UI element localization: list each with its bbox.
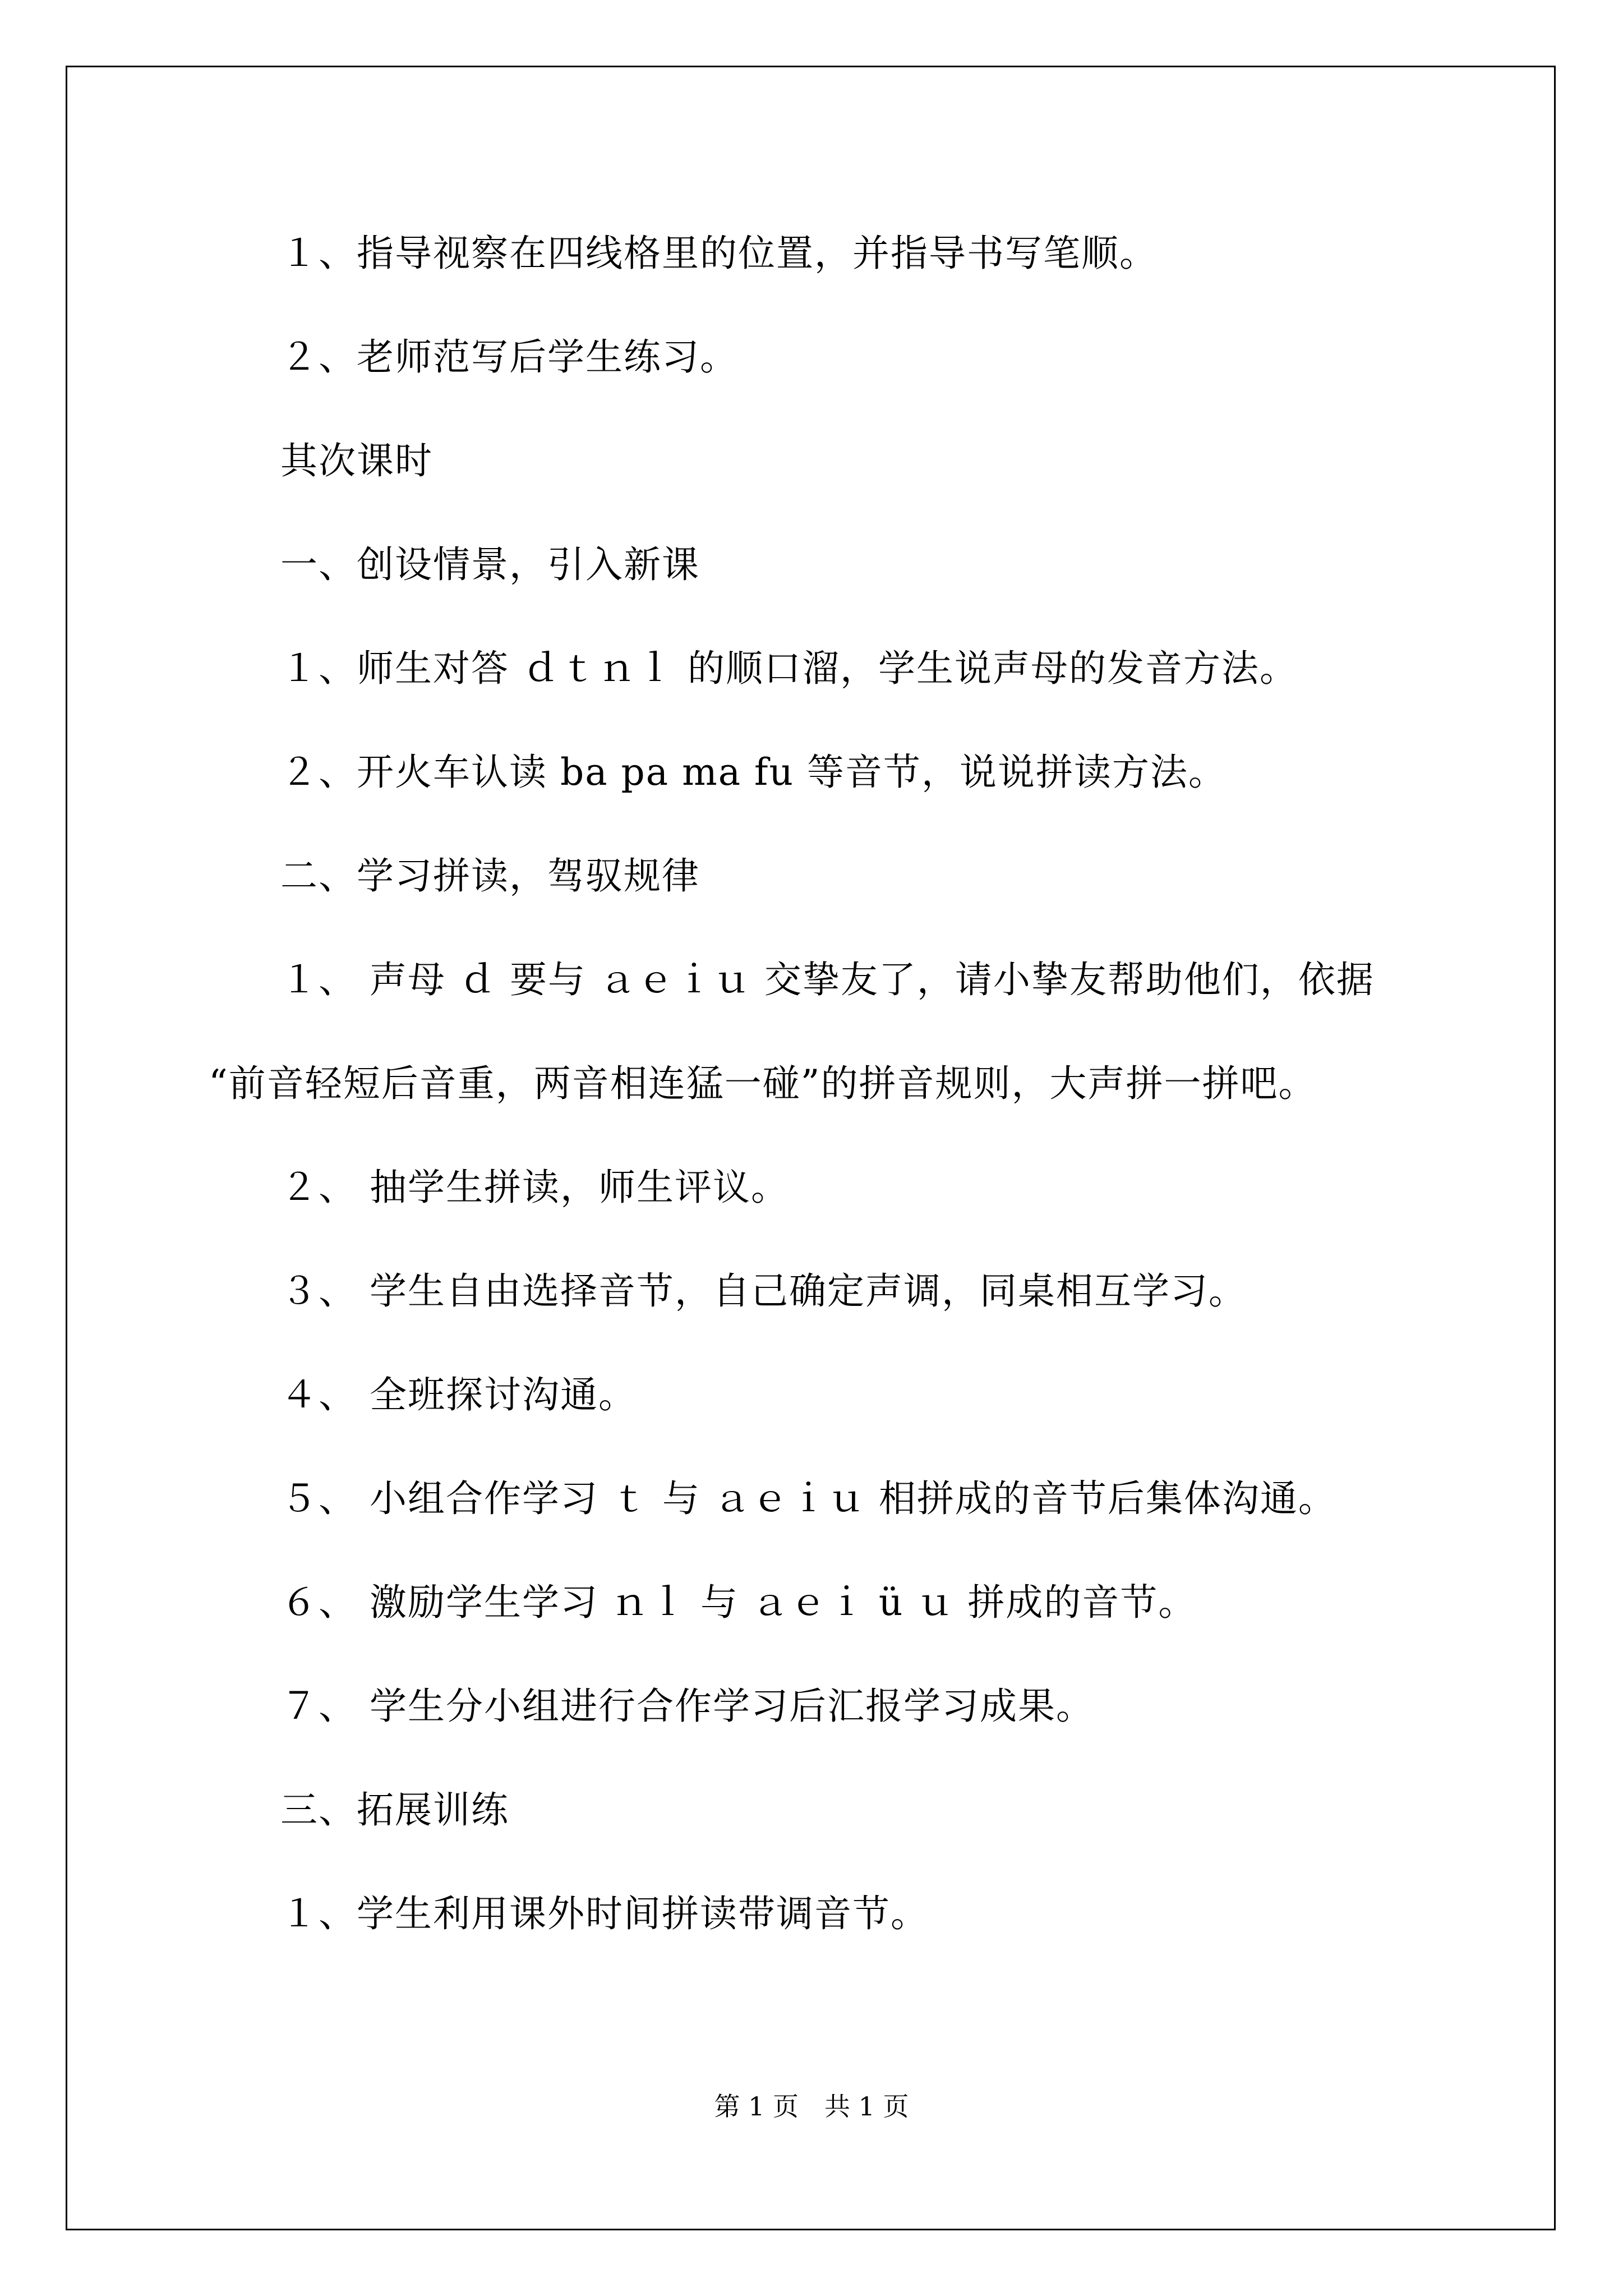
section-heading-second-lesson: 其次课时 xyxy=(280,439,433,482)
text-line-5: １、师生对答 ｄｔｎｌ 的顺口溜，学生说声母的发音方法。 xyxy=(280,647,1298,690)
section-heading-1: 一、创设情景，引入新课 xyxy=(280,543,700,586)
text-line-2: ２、老师范写后学生练习。 xyxy=(280,335,738,379)
section-heading-2: 二、学习拼读，驾驭规律 xyxy=(280,854,700,898)
text-line-17: １、学生利用课外时间拼读带调音节。 xyxy=(280,1892,929,1935)
section-heading-3: 三、拓展训练 xyxy=(280,1788,509,1832)
text-line-1: １、指导视察在四线格里的位置，并指导书写笔顺。 xyxy=(280,232,1158,275)
text-line-12: ４、 全班探讨沟通。 xyxy=(280,1373,637,1416)
text-line-14: ６、 激励学生学习 ｎｌ 与 ａｅｉ ü ｕ 拼成的音节。 xyxy=(280,1581,1197,1624)
text-line-15: ７、 学生分小组进行合作学习后汇报学习成果。 xyxy=(280,1685,1094,1728)
text-line-11: ３、 学生自由选择音节，自己确定声调，同桌相互学习。 xyxy=(280,1269,1247,1313)
text-line-13: ５、 小组合作学习 ｔ 与 ａｅｉｕ 相拼成的音节后集体沟通。 xyxy=(280,1477,1336,1520)
text-line-10: ２、 抽学生拼读，师生评议。 xyxy=(280,1166,789,1209)
page-footer: 第 1 页 共 1 页 xyxy=(714,2091,909,2122)
text-line-8: １、 声母 ｄ 要与 ａｅｉｕ 交挚友了，请小挚友帮助他们，依据 xyxy=(280,958,1375,1001)
text-line-6: ２、开火车认读 ba pa ma fu 等音节，说说拼读方法。 xyxy=(280,751,1227,794)
text-line-9: “前音轻短后音重，两音相连猛一碰”的拼音规则，大声拼一拼吧。 xyxy=(209,1062,1317,1105)
